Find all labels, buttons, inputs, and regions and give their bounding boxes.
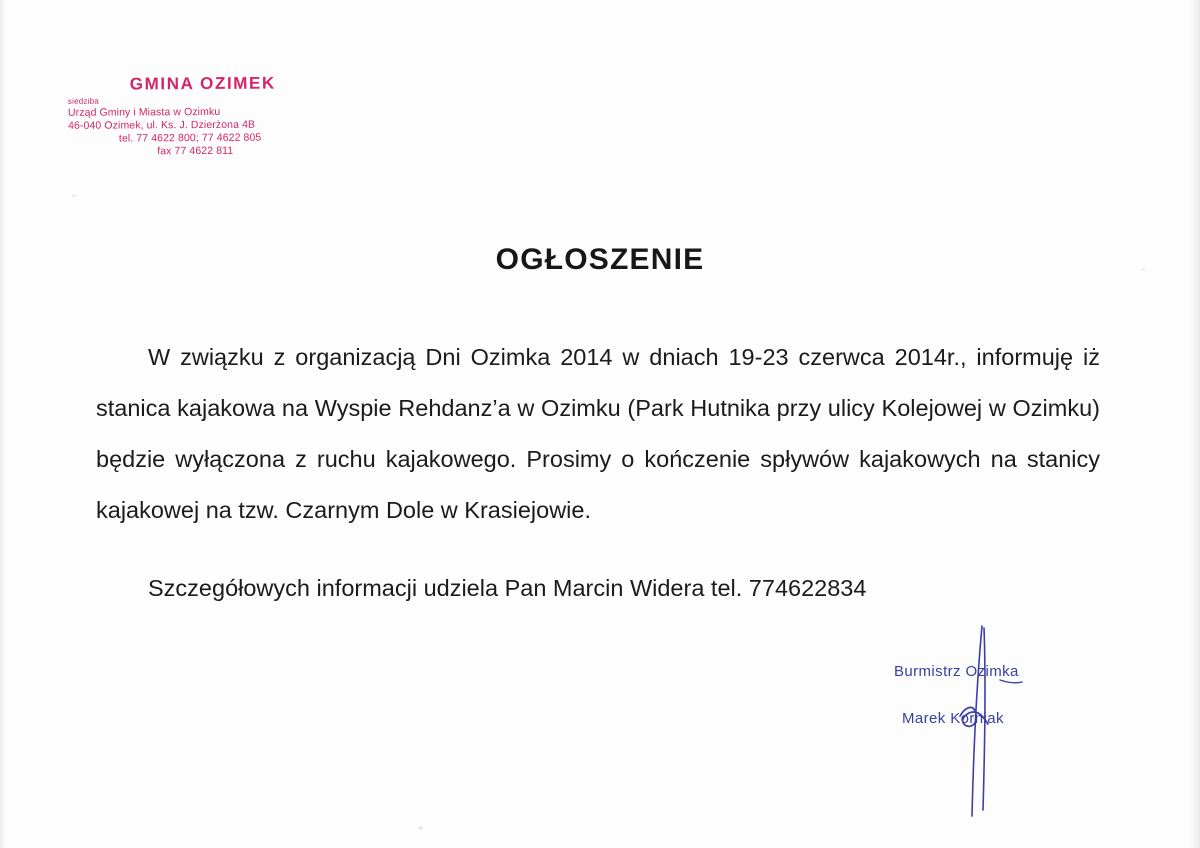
stamp-subtitle: siedziba — [67, 96, 99, 106]
signature-block — [880, 660, 1100, 731]
stamp-fax-line: fax 77 4622 811 — [157, 144, 234, 158]
signature-role: Burmistrz Ozimka — [894, 663, 1019, 680]
paragraph-1: W związku z organizacją Dni Ozimka 2014 w dniach 19-23 czerwca 2014r., informuję iż stanica kajakowa na Wyspie Rehdanz’a w Ozimku (Park Hutnika przy ulicy Kolejowej w Ozimku) będzie wyłączona z ruchu kajakowego. Prosimy o kończenie spływów kajakowych na stanicy kajakowej na tzw. Czarnym Dole w Krasiejowie. — [96, 344, 1100, 523]
page-title: OGŁOSZENIE — [495, 243, 705, 276]
paragraph-2: Szczegółowych informacji udziela Pan Marcin Widera tel. 774622834 — [148, 575, 867, 601]
stamp-address-line-2: 46-040 Ozimek, ul. Ks. J. Dzierżona 4B — [68, 118, 256, 133]
stamp-address-line-1: Urząd Gminy i Miasta w Ozimku — [67, 106, 221, 120]
stamp-phone-line: tel. 77 4622 800; 77 4622 805 — [118, 131, 262, 145]
scan-speck — [418, 826, 423, 830]
office-stamp — [68, 73, 339, 158]
scan-speck — [72, 194, 76, 197]
document-body — [96, 332, 1100, 614]
stamp-organization: GMINA OZIMEK — [129, 73, 276, 94]
signature-name: Marek Korniak — [902, 710, 1004, 728]
